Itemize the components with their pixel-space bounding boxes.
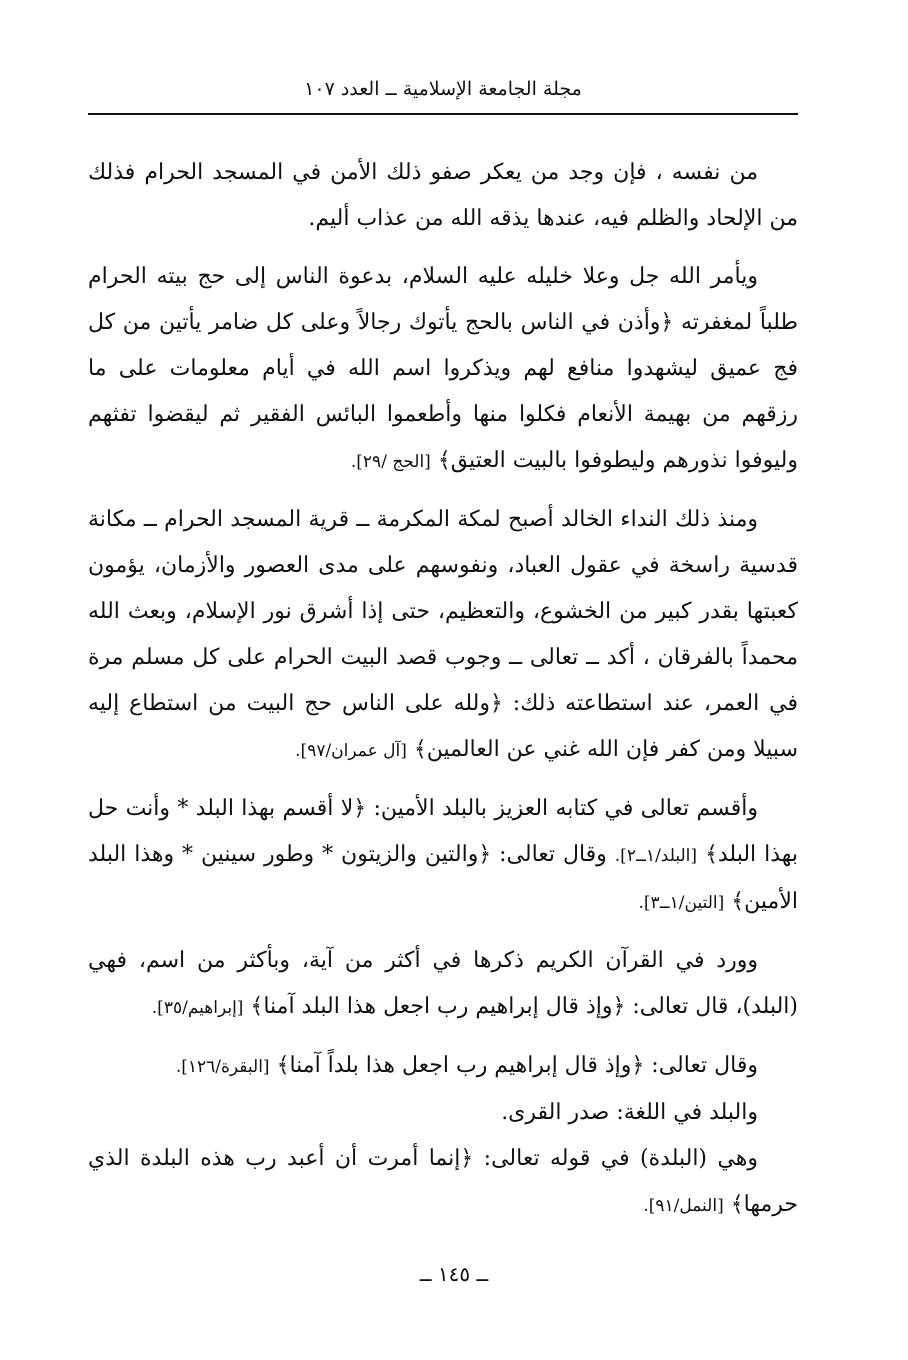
verse-reference: [الحج /٢٩]. xyxy=(350,452,431,472)
verse-reference: [التين/١ــ٣]. xyxy=(638,893,725,913)
paragraph-3: ومنذ ذلك النداء الخالد أصبح لمكة المكرمة ــ قرية المسجد الحرام ــ مكانة قدسية راسخة في عقول العباد، ونفوسهم على مدى العصور والأزمان، يؤمون كعبتها بقدر كبير من الخشوع، والتعظيم، حتى إذا أشرق نور الإسلام، وبعث الله محمداً بالفرقان ، أكد ــ تعالى ــ وجوب قصد البيت الحرام على كل مسلم مرة في العمر، عند استطاعته ذلك: ﴿ولله على الناس حج البيت من استطاع إليه سبيلا ومن كفر فإن الله غني عن العالمين﴾ [آل عمران/٩٧]. xyxy=(88,507,798,762)
paragraph-1: من نفسه ، فإن وجد من يعكر صفو ذلك الأمن في المسجد الحرام فذلك من الإلحاد والظلم فيه، عندها يذقه الله من عذاب أليم. xyxy=(88,160,798,231)
paragraph-6: وقال تعالى: ﴿وإذ قال إبراهيم رب اجعل هذا بلداً آمنا﴾ [البقرة/١٢٦]. xyxy=(175,1053,758,1078)
verse-reference: [البلد/١ــ٢]. xyxy=(614,846,698,866)
verse-reference: [إبراهيم/٣٥]. xyxy=(151,998,244,1018)
body-text xyxy=(88,150,798,1241)
page-number: ــ ١٤٥ ــ xyxy=(419,1262,489,1286)
paragraph-7: والبلد في اللغة: صدر القرى. xyxy=(501,1100,758,1125)
verse-reference: [آل عمران/٩٧]. xyxy=(295,741,407,761)
paragraph-4: وأقسم تعالى في كتابه العزيز بالبلد الأمين: ﴿لا أقسم بهذا البلد * وأنت حل بهذا البلد﴾ [البلد/١ــ٢]. وقال تعالى: ﴿والتين والزيتون * وطور سينين * وهذا البلد الأمين﴾ [التين/١ــ٣]. xyxy=(88,796,799,914)
paragraph-2: ويأمر الله جل وعلا خليله عليه السلام، بدعوة الناس إلى حج بيته الحرام طلباً لمغفرته ﴿وأذن في الناس بالحج يأتوك رجالاً وعلى كل ضامر يأتين من كل فج عميق ليشهدوا منافع لهم ويذكروا اسم الله في أيام معلومات على ما رزقهم من بهيمة الأنعام فكلوا منها وأطعموا البائس الفقير ثم ليقضوا تفثهم وليوفوا نذورهم وليطوفوا بالبيت العتيق﴾ [الحج /٢٩]. xyxy=(88,264,798,473)
paragraph-5: وورد في القرآن الكريم ذكرها في أكثر من آية، وبأكثر من اسم، فهي (البلد)، قال تعالى: ﴿وإذ قال إبراهيم رب اجعل هذا البلد آمنا﴾ [إبراهيم/٣٥]. xyxy=(88,948,798,1019)
paragraph-8: وهي (البلدة) في قوله تعالى: ﴿إنما أمرت أن أعبد رب هذه البلدة الذي حرمها﴾ [النمل/٩١]. xyxy=(88,1146,798,1217)
verse-reference: [البقرة/١٢٦]. xyxy=(175,1057,270,1077)
verse-reference: [النمل/٩١]. xyxy=(643,1196,724,1216)
running-header: مجلة الجامعة الإسلامية ــ العدد ١٠٧ xyxy=(304,78,582,100)
header-rule xyxy=(88,113,798,115)
